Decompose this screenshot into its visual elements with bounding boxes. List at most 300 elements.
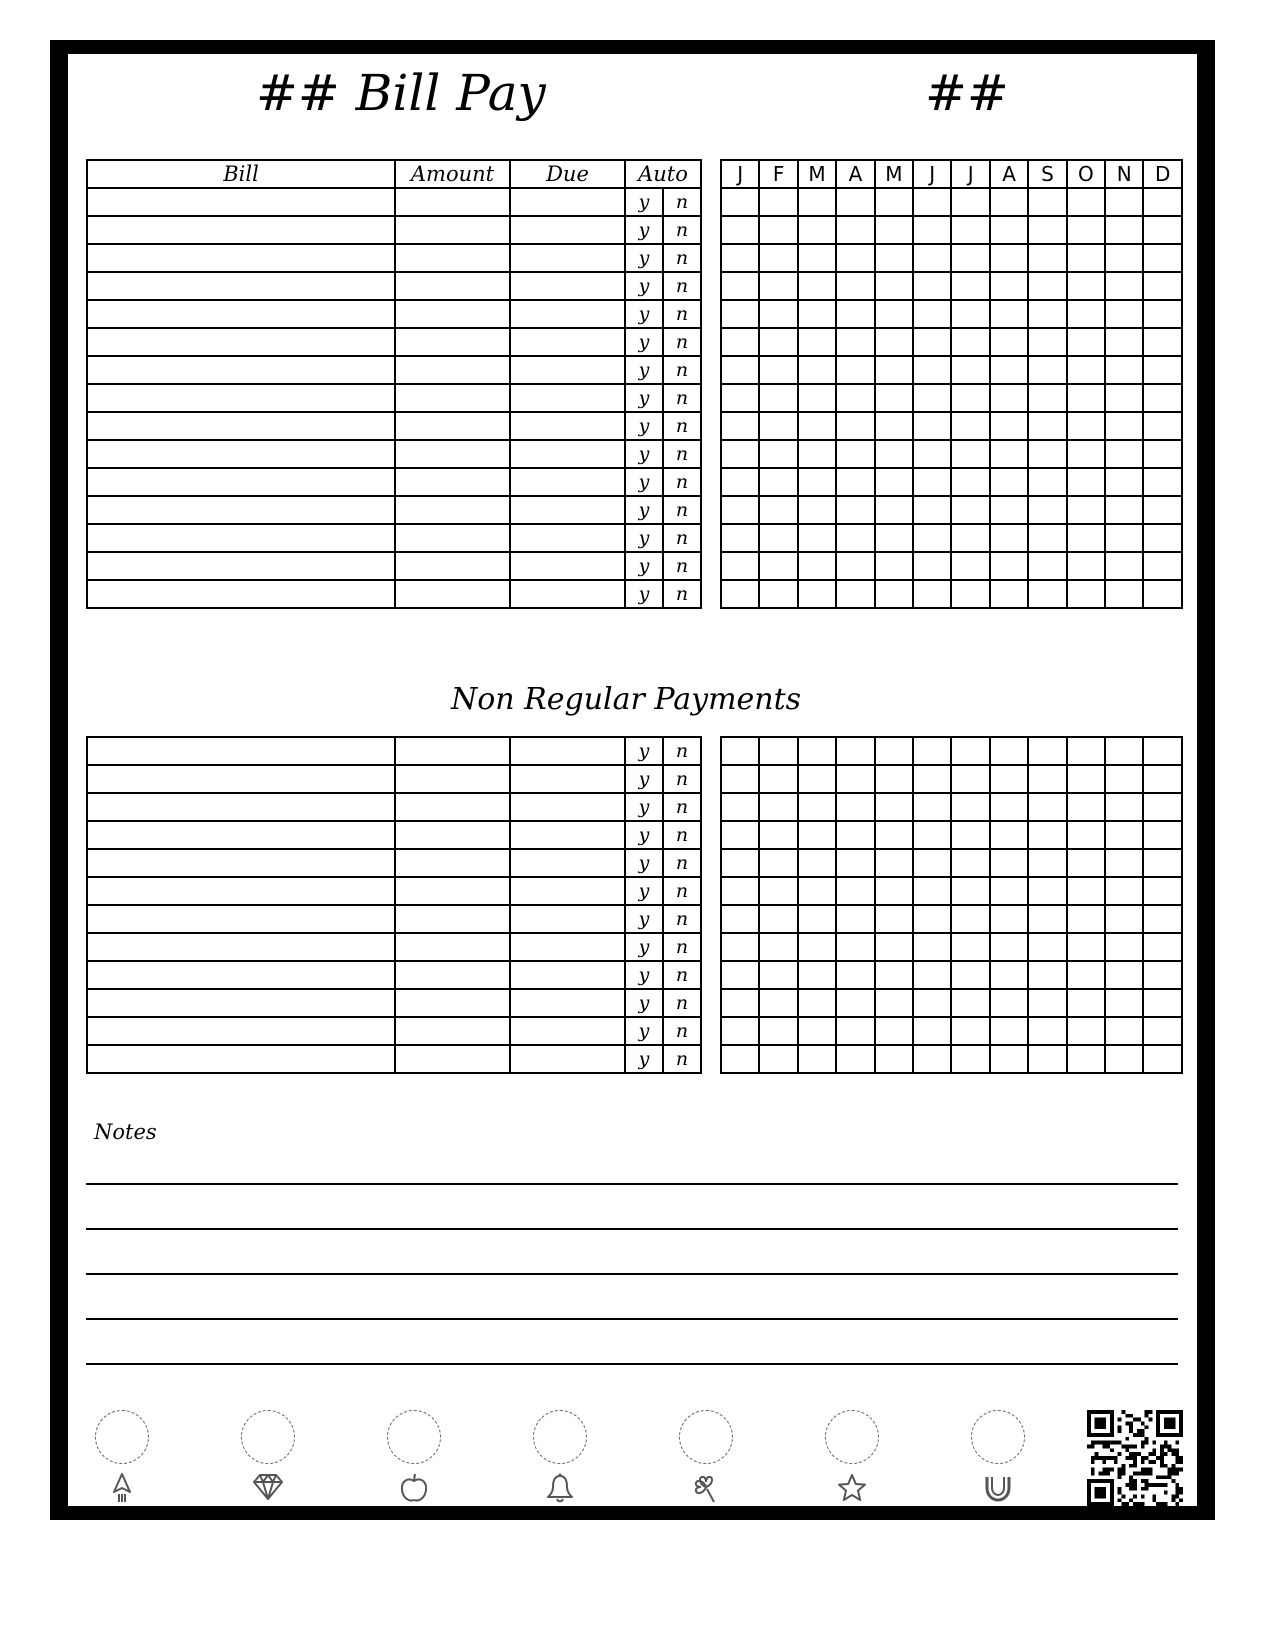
month-check-cell[interactable] xyxy=(990,300,1028,328)
note-line[interactable] xyxy=(86,1183,1178,1185)
month-check-cell[interactable] xyxy=(759,793,797,821)
note-line[interactable] xyxy=(86,1273,1178,1275)
month-check-cell[interactable] xyxy=(951,1045,989,1073)
auto-yes-option[interactable]: y xyxy=(625,849,663,877)
bill-cell[interactable] xyxy=(87,793,395,821)
bill-cell[interactable] xyxy=(87,412,395,440)
bill-cell[interactable] xyxy=(87,849,395,877)
month-check-cell[interactable] xyxy=(913,821,951,849)
month-check-cell[interactable] xyxy=(836,877,874,905)
due-cell[interactable] xyxy=(510,552,625,580)
month-check-cell[interactable] xyxy=(1067,496,1105,524)
month-check-cell[interactable] xyxy=(875,793,913,821)
amount-cell[interactable] xyxy=(395,216,510,244)
month-check-cell[interactable] xyxy=(913,933,951,961)
auto-no-option[interactable]: n xyxy=(663,580,701,608)
month-check-cell[interactable] xyxy=(836,496,874,524)
month-check-cell[interactable] xyxy=(951,468,989,496)
amount-cell[interactable] xyxy=(395,552,510,580)
auto-yes-option[interactable]: y xyxy=(625,877,663,905)
month-check-cell[interactable] xyxy=(721,412,759,440)
due-cell[interactable] xyxy=(510,384,625,412)
month-check-cell[interactable] xyxy=(721,765,759,793)
month-check-cell[interactable] xyxy=(759,580,797,608)
month-check-cell[interactable] xyxy=(1105,989,1143,1017)
month-check-cell[interactable] xyxy=(721,496,759,524)
amount-cell[interactable] xyxy=(395,356,510,384)
month-check-cell[interactable] xyxy=(951,1017,989,1045)
month-check-cell[interactable] xyxy=(759,272,797,300)
month-check-cell[interactable] xyxy=(759,849,797,877)
auto-yes-option[interactable]: y xyxy=(625,1045,663,1073)
month-check-cell[interactable] xyxy=(721,384,759,412)
auto-yes-option[interactable]: y xyxy=(625,468,663,496)
month-check-cell[interactable] xyxy=(1028,765,1066,793)
month-check-cell[interactable] xyxy=(913,580,951,608)
amount-cell[interactable] xyxy=(395,272,510,300)
month-check-cell[interactable] xyxy=(836,328,874,356)
due-cell[interactable] xyxy=(510,496,625,524)
month-check-cell[interactable] xyxy=(759,468,797,496)
auto-no-option[interactable]: n xyxy=(663,328,701,356)
month-check-cell[interactable] xyxy=(1143,1045,1182,1073)
month-check-cell[interactable] xyxy=(990,216,1028,244)
month-check-cell[interactable] xyxy=(759,1017,797,1045)
month-check-cell[interactable] xyxy=(875,737,913,765)
month-check-cell[interactable] xyxy=(913,905,951,933)
month-check-cell[interactable] xyxy=(1067,765,1105,793)
month-check-cell[interactable] xyxy=(875,496,913,524)
month-check-cell[interactable] xyxy=(1143,356,1182,384)
month-check-cell[interactable] xyxy=(875,440,913,468)
bill-cell[interactable] xyxy=(87,440,395,468)
month-check-cell[interactable] xyxy=(875,580,913,608)
month-check-cell[interactable] xyxy=(759,496,797,524)
month-check-cell[interactable] xyxy=(721,244,759,272)
month-check-cell[interactable] xyxy=(1067,440,1105,468)
month-check-cell[interactable] xyxy=(1028,933,1066,961)
amount-cell[interactable] xyxy=(395,961,510,989)
month-check-cell[interactable] xyxy=(759,765,797,793)
month-check-cell[interactable] xyxy=(951,989,989,1017)
month-check-cell[interactable] xyxy=(990,849,1028,877)
bill-cell[interactable] xyxy=(87,989,395,1017)
month-check-cell[interactable] xyxy=(836,412,874,440)
month-check-cell[interactable] xyxy=(990,961,1028,989)
month-check-cell[interactable] xyxy=(1105,1017,1143,1045)
amount-cell[interactable] xyxy=(395,188,510,216)
month-check-cell[interactable] xyxy=(1105,328,1143,356)
month-check-cell[interactable] xyxy=(836,849,874,877)
due-cell[interactable] xyxy=(510,412,625,440)
bill-cell[interactable] xyxy=(87,905,395,933)
month-check-cell[interactable] xyxy=(1028,552,1066,580)
month-check-cell[interactable] xyxy=(1067,580,1105,608)
month-check-cell[interactable] xyxy=(1143,1017,1182,1045)
month-check-cell[interactable] xyxy=(1067,188,1105,216)
month-check-cell[interactable] xyxy=(990,905,1028,933)
month-check-cell[interactable] xyxy=(836,216,874,244)
month-check-cell[interactable] xyxy=(1028,496,1066,524)
month-check-cell[interactable] xyxy=(1067,905,1105,933)
month-check-cell[interactable] xyxy=(721,989,759,1017)
auto-yes-option[interactable]: y xyxy=(625,552,663,580)
month-check-cell[interactable] xyxy=(990,496,1028,524)
auto-yes-option[interactable]: y xyxy=(625,356,663,384)
amount-cell[interactable] xyxy=(395,989,510,1017)
month-check-cell[interactable] xyxy=(1067,737,1105,765)
month-check-cell[interactable] xyxy=(990,821,1028,849)
month-check-cell[interactable] xyxy=(913,496,951,524)
month-check-cell[interactable] xyxy=(1105,244,1143,272)
month-check-cell[interactable] xyxy=(836,524,874,552)
bill-cell[interactable] xyxy=(87,244,395,272)
month-check-cell[interactable] xyxy=(721,272,759,300)
month-check-cell[interactable] xyxy=(798,877,836,905)
month-check-cell[interactable] xyxy=(721,1017,759,1045)
month-check-cell[interactable] xyxy=(759,552,797,580)
month-check-cell[interactable] xyxy=(798,412,836,440)
month-check-cell[interactable] xyxy=(721,440,759,468)
month-check-cell[interactable] xyxy=(721,300,759,328)
month-check-cell[interactable] xyxy=(759,356,797,384)
amount-cell[interactable] xyxy=(395,524,510,552)
bill-cell[interactable] xyxy=(87,524,395,552)
auto-yes-option[interactable]: y xyxy=(625,244,663,272)
bill-cell[interactable] xyxy=(87,384,395,412)
month-check-cell[interactable] xyxy=(951,216,989,244)
month-check-cell[interactable] xyxy=(951,188,989,216)
month-check-cell[interactable] xyxy=(1143,989,1182,1017)
due-cell[interactable] xyxy=(510,793,625,821)
month-check-cell[interactable] xyxy=(759,905,797,933)
month-check-cell[interactable] xyxy=(951,524,989,552)
auto-no-option[interactable]: n xyxy=(663,933,701,961)
month-check-cell[interactable] xyxy=(1105,440,1143,468)
month-check-cell[interactable] xyxy=(913,1045,951,1073)
bill-cell[interactable] xyxy=(87,961,395,989)
month-check-cell[interactable] xyxy=(1143,793,1182,821)
note-line[interactable] xyxy=(86,1318,1178,1320)
auto-no-option[interactable]: n xyxy=(663,989,701,1017)
month-check-cell[interactable] xyxy=(721,905,759,933)
due-cell[interactable] xyxy=(510,580,625,608)
auto-no-option[interactable]: n xyxy=(663,356,701,384)
due-cell[interactable] xyxy=(510,905,625,933)
month-check-cell[interactable] xyxy=(1105,216,1143,244)
month-check-cell[interactable] xyxy=(913,877,951,905)
amount-cell[interactable] xyxy=(395,244,510,272)
month-check-cell[interactable] xyxy=(836,821,874,849)
month-check-cell[interactable] xyxy=(913,356,951,384)
month-check-cell[interactable] xyxy=(759,440,797,468)
due-cell[interactable] xyxy=(510,877,625,905)
month-check-cell[interactable] xyxy=(990,412,1028,440)
month-check-cell[interactable] xyxy=(913,188,951,216)
month-check-cell[interactable] xyxy=(721,468,759,496)
month-check-cell[interactable] xyxy=(875,300,913,328)
month-check-cell[interactable] xyxy=(875,552,913,580)
month-check-cell[interactable] xyxy=(1028,905,1066,933)
month-check-cell[interactable] xyxy=(1067,552,1105,580)
month-check-cell[interactable] xyxy=(990,272,1028,300)
month-check-cell[interactable] xyxy=(798,849,836,877)
auto-no-option[interactable]: n xyxy=(663,1045,701,1073)
amount-cell[interactable] xyxy=(395,384,510,412)
month-check-cell[interactable] xyxy=(913,765,951,793)
month-check-cell[interactable] xyxy=(798,552,836,580)
month-check-cell[interactable] xyxy=(1143,849,1182,877)
month-check-cell[interactable] xyxy=(1143,552,1182,580)
due-cell[interactable] xyxy=(510,989,625,1017)
auto-yes-option[interactable]: y xyxy=(625,496,663,524)
auto-no-option[interactable]: n xyxy=(663,216,701,244)
auto-yes-option[interactable]: y xyxy=(625,989,663,1017)
month-check-cell[interactable] xyxy=(1028,384,1066,412)
month-check-cell[interactable] xyxy=(1105,356,1143,384)
bill-cell[interactable] xyxy=(87,1017,395,1045)
month-check-cell[interactable] xyxy=(1028,188,1066,216)
month-check-cell[interactable] xyxy=(759,300,797,328)
month-check-cell[interactable] xyxy=(1143,961,1182,989)
month-check-cell[interactable] xyxy=(913,300,951,328)
note-line[interactable] xyxy=(86,1363,1178,1365)
month-check-cell[interactable] xyxy=(721,821,759,849)
month-check-cell[interactable] xyxy=(990,188,1028,216)
month-check-cell[interactable] xyxy=(1028,412,1066,440)
month-check-cell[interactable] xyxy=(951,933,989,961)
month-check-cell[interactable] xyxy=(990,468,1028,496)
note-line[interactable] xyxy=(86,1228,1178,1230)
due-cell[interactable] xyxy=(510,328,625,356)
month-check-cell[interactable] xyxy=(990,1017,1028,1045)
month-check-cell[interactable] xyxy=(990,328,1028,356)
month-check-cell[interactable] xyxy=(798,468,836,496)
auto-yes-option[interactable]: y xyxy=(625,216,663,244)
month-check-cell[interactable] xyxy=(913,328,951,356)
month-check-cell[interactable] xyxy=(875,524,913,552)
month-check-cell[interactable] xyxy=(759,244,797,272)
amount-cell[interactable] xyxy=(395,300,510,328)
due-cell[interactable] xyxy=(510,440,625,468)
month-check-cell[interactable] xyxy=(836,1045,874,1073)
month-check-cell[interactable] xyxy=(1067,328,1105,356)
month-check-cell[interactable] xyxy=(1105,765,1143,793)
month-check-cell[interactable] xyxy=(1067,933,1105,961)
auto-yes-option[interactable]: y xyxy=(625,300,663,328)
month-check-cell[interactable] xyxy=(875,933,913,961)
month-check-cell[interactable] xyxy=(798,580,836,608)
auto-no-option[interactable]: n xyxy=(663,524,701,552)
month-check-cell[interactable] xyxy=(798,300,836,328)
month-check-cell[interactable] xyxy=(1067,1045,1105,1073)
auto-yes-option[interactable]: y xyxy=(625,412,663,440)
month-check-cell[interactable] xyxy=(759,1045,797,1073)
month-check-cell[interactable] xyxy=(836,300,874,328)
month-check-cell[interactable] xyxy=(1143,737,1182,765)
month-check-cell[interactable] xyxy=(1067,216,1105,244)
month-check-cell[interactable] xyxy=(875,849,913,877)
month-check-cell[interactable] xyxy=(721,849,759,877)
month-check-cell[interactable] xyxy=(875,188,913,216)
month-check-cell[interactable] xyxy=(875,244,913,272)
auto-yes-option[interactable]: y xyxy=(625,188,663,216)
month-check-cell[interactable] xyxy=(1067,961,1105,989)
month-check-cell[interactable] xyxy=(913,216,951,244)
month-check-cell[interactable] xyxy=(875,328,913,356)
month-check-cell[interactable] xyxy=(836,552,874,580)
month-check-cell[interactable] xyxy=(990,524,1028,552)
month-check-cell[interactable] xyxy=(913,272,951,300)
month-check-cell[interactable] xyxy=(990,552,1028,580)
month-check-cell[interactable] xyxy=(1105,961,1143,989)
auto-no-option[interactable]: n xyxy=(663,440,701,468)
month-check-cell[interactable] xyxy=(759,877,797,905)
month-check-cell[interactable] xyxy=(1067,468,1105,496)
auto-no-option[interactable]: n xyxy=(663,793,701,821)
month-check-cell[interactable] xyxy=(1143,580,1182,608)
amount-cell[interactable] xyxy=(395,905,510,933)
month-check-cell[interactable] xyxy=(1143,440,1182,468)
bill-cell[interactable] xyxy=(87,328,395,356)
month-check-cell[interactable] xyxy=(1105,933,1143,961)
month-check-cell[interactable] xyxy=(836,961,874,989)
month-check-cell[interactable] xyxy=(836,580,874,608)
month-check-cell[interactable] xyxy=(990,737,1028,765)
month-check-cell[interactable] xyxy=(1028,244,1066,272)
month-check-cell[interactable] xyxy=(1143,933,1182,961)
month-check-cell[interactable] xyxy=(990,580,1028,608)
month-check-cell[interactable] xyxy=(990,244,1028,272)
auto-no-option[interactable]: n xyxy=(663,272,701,300)
month-check-cell[interactable] xyxy=(721,737,759,765)
month-check-cell[interactable] xyxy=(836,765,874,793)
auto-yes-option[interactable]: y xyxy=(625,821,663,849)
month-check-cell[interactable] xyxy=(836,905,874,933)
amount-cell[interactable] xyxy=(395,737,510,765)
auto-no-option[interactable]: n xyxy=(663,244,701,272)
month-check-cell[interactable] xyxy=(951,793,989,821)
auto-no-option[interactable]: n xyxy=(663,961,701,989)
month-check-cell[interactable] xyxy=(1143,468,1182,496)
month-check-cell[interactable] xyxy=(721,580,759,608)
month-check-cell[interactable] xyxy=(913,961,951,989)
month-check-cell[interactable] xyxy=(951,765,989,793)
month-check-cell[interactable] xyxy=(721,216,759,244)
month-check-cell[interactable] xyxy=(951,496,989,524)
month-check-cell[interactable] xyxy=(1028,272,1066,300)
month-check-cell[interactable] xyxy=(759,328,797,356)
month-check-cell[interactable] xyxy=(759,821,797,849)
due-cell[interactable] xyxy=(510,821,625,849)
month-check-cell[interactable] xyxy=(1067,272,1105,300)
month-check-cell[interactable] xyxy=(1143,384,1182,412)
month-check-cell[interactable] xyxy=(798,793,836,821)
amount-cell[interactable] xyxy=(395,933,510,961)
due-cell[interactable] xyxy=(510,737,625,765)
month-check-cell[interactable] xyxy=(1028,793,1066,821)
month-check-cell[interactable] xyxy=(798,1045,836,1073)
auto-yes-option[interactable]: y xyxy=(625,384,663,412)
month-check-cell[interactable] xyxy=(1105,188,1143,216)
auto-yes-option[interactable]: y xyxy=(625,793,663,821)
bill-cell[interactable] xyxy=(87,356,395,384)
auto-yes-option[interactable]: y xyxy=(625,328,663,356)
amount-cell[interactable] xyxy=(395,468,510,496)
month-check-cell[interactable] xyxy=(1143,300,1182,328)
month-check-cell[interactable] xyxy=(836,1017,874,1045)
due-cell[interactable] xyxy=(510,188,625,216)
month-check-cell[interactable] xyxy=(1105,468,1143,496)
month-check-cell[interactable] xyxy=(1143,216,1182,244)
month-check-cell[interactable] xyxy=(759,216,797,244)
month-check-cell[interactable] xyxy=(721,328,759,356)
month-check-cell[interactable] xyxy=(875,468,913,496)
month-check-cell[interactable] xyxy=(798,384,836,412)
month-check-cell[interactable] xyxy=(798,440,836,468)
month-check-cell[interactable] xyxy=(990,793,1028,821)
month-check-cell[interactable] xyxy=(1105,384,1143,412)
month-check-cell[interactable] xyxy=(798,244,836,272)
month-check-cell[interactable] xyxy=(1143,496,1182,524)
month-check-cell[interactable] xyxy=(913,412,951,440)
month-check-cell[interactable] xyxy=(1028,468,1066,496)
due-cell[interactable] xyxy=(510,1045,625,1073)
month-check-cell[interactable] xyxy=(1028,328,1066,356)
month-check-cell[interactable] xyxy=(1105,1045,1143,1073)
month-check-cell[interactable] xyxy=(1028,440,1066,468)
month-check-cell[interactable] xyxy=(1028,1045,1066,1073)
month-check-cell[interactable] xyxy=(951,356,989,384)
month-check-cell[interactable] xyxy=(798,496,836,524)
month-check-cell[interactable] xyxy=(1143,412,1182,440)
month-check-cell[interactable] xyxy=(798,328,836,356)
due-cell[interactable] xyxy=(510,1017,625,1045)
month-check-cell[interactable] xyxy=(951,580,989,608)
month-check-cell[interactable] xyxy=(875,384,913,412)
auto-yes-option[interactable]: y xyxy=(625,440,663,468)
month-check-cell[interactable] xyxy=(836,933,874,961)
month-check-cell[interactable] xyxy=(836,384,874,412)
month-check-cell[interactable] xyxy=(1105,849,1143,877)
auto-yes-option[interactable]: y xyxy=(625,524,663,552)
month-check-cell[interactable] xyxy=(721,877,759,905)
month-check-cell[interactable] xyxy=(913,244,951,272)
month-check-cell[interactable] xyxy=(990,356,1028,384)
month-check-cell[interactable] xyxy=(990,1045,1028,1073)
month-check-cell[interactable] xyxy=(721,961,759,989)
month-check-cell[interactable] xyxy=(1105,552,1143,580)
month-check-cell[interactable] xyxy=(759,933,797,961)
auto-no-option[interactable]: n xyxy=(663,737,701,765)
bill-cell[interactable] xyxy=(87,188,395,216)
month-check-cell[interactable] xyxy=(759,412,797,440)
month-check-cell[interactable] xyxy=(951,737,989,765)
month-check-cell[interactable] xyxy=(951,849,989,877)
month-check-cell[interactable] xyxy=(951,300,989,328)
month-check-cell[interactable] xyxy=(875,356,913,384)
month-check-cell[interactable] xyxy=(1067,821,1105,849)
due-cell[interactable] xyxy=(510,272,625,300)
month-check-cell[interactable] xyxy=(759,524,797,552)
auto-no-option[interactable]: n xyxy=(663,849,701,877)
auto-no-option[interactable]: n xyxy=(663,1017,701,1045)
month-check-cell[interactable] xyxy=(1067,793,1105,821)
month-check-cell[interactable] xyxy=(1067,989,1105,1017)
month-check-cell[interactable] xyxy=(798,737,836,765)
month-check-cell[interactable] xyxy=(1028,356,1066,384)
month-check-cell[interactable] xyxy=(1067,384,1105,412)
